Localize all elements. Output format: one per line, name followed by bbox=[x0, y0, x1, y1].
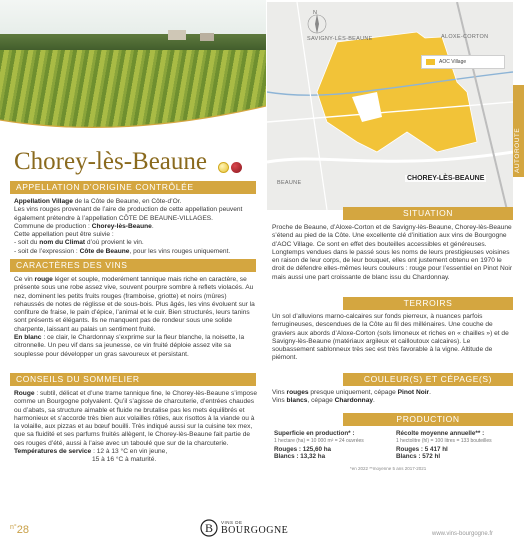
caracteres-heading: CARACTÈRES DES VINS bbox=[10, 259, 256, 272]
map-label-beaune: BEAUNE bbox=[277, 180, 302, 186]
production-area: Superficie en production* : 1 hectare (ha) = 10 000 m² = 24 ouvrées Rouges : 125,60 ha Blancs : 13,32 ha bbox=[274, 430, 364, 461]
terroirs-heading: TERROIRS bbox=[343, 297, 513, 310]
aoc-text: Appellation Village de la Côte de Beaune, en Côte-d’Or. Les vins rouges provenant de l’aire de production de cette appellation peuvent également prétendre à l’appellation CÔTE DE BEAUNE-VILLAGES. Commune de production : Chorey-lès-Beaune. Cette appellation peut être suivie : - soit du nom du Climat d’où provient le vin. - soit de l’expression : Côte de Beaune, pour les vins rouges uniquement. bbox=[14, 198, 243, 255]
side-tab bbox=[513, 85, 524, 177]
map-label-aloxe: ALOXE-CORTON bbox=[441, 34, 489, 40]
production-note: *en 2022 **moyenne 5 ans 2017-2021 bbox=[350, 466, 427, 471]
sommelier-heading: CONSEILS DU SOMMELIER bbox=[10, 373, 256, 386]
svg-text:B: B bbox=[204, 521, 214, 535]
website-link[interactable]: www.vins-bourgogne.fr bbox=[432, 531, 494, 537]
white-wine-icon bbox=[218, 162, 229, 173]
page-title: Chorey-lès-Beaune bbox=[14, 148, 207, 175]
couleurs-heading: COULEUR(S) ET CÉPAGE(S) bbox=[343, 373, 513, 386]
logo-small-text: VINS DE bbox=[221, 520, 243, 525]
side-tab-label: AUTOROUTE bbox=[514, 127, 521, 173]
situation-heading: SITUATION bbox=[343, 207, 513, 220]
production-heading: PRODUCTION bbox=[343, 413, 513, 426]
map-town-label: CHOREY-LÈS-BEAUNE bbox=[407, 175, 485, 182]
aoc-heading: APPELLATION D’ORIGINE CONTRÔLÉE bbox=[10, 181, 256, 194]
terroirs-text: Un sol d’alluvions marno-calcaires sur fonds pierreux, à nuances parfois ferrugineuses, descendues de la Côte au fil des millénaires. Une couche de graviers aux abords d’Aloxe-Corton (sols limoneux et riches en « chailles ») et de Savigny-lès-Beaune (matériaux argileux et cailloutoux calcaires). Le soubassement sablonneux très sec est très favorable à la vigne. Altitude de piémont. bbox=[272, 313, 509, 362]
appellation-map bbox=[267, 2, 513, 210]
caracteres-text: Ce vin rouge léger et souple, moderément tannique mais riche en caractère, se présente sous une robe assez vive, souvent pourpre sombre à reflets violacés. Au nez, dominent les petits fruits rouges (framboise, griotte) et noirs (mûres) rehaussés de notes de réglisse et de sous-bois. Plus âgés, les vins évoluent sur la confiture de fraise, le pain d’épice, l’animal et le cuir. Bien structurés, leurs tanins sont présents et élégants. Ils ne manquent pas de rondeur sous une solide charpente, laissant au palais un sentiment fruité. En blanc : ce clair, le Chardonnay s’exprime sur la fleur blanche, la noisette, la citronnelle. Un peu vif dans sa jeunesse, ce vin fruité déploie assez vite sa souplesse pour développer un gras savoureux et persistant. bbox=[14, 276, 255, 358]
legend-swatch bbox=[426, 59, 435, 65]
production-table bbox=[274, 430, 514, 494]
photo-curve-decor bbox=[0, 100, 266, 136]
production-harvest: Récolte moyenne annuelle** : 1 hectolitre (hl) = 100 litres = 133 bouteilles Rouges : 5 417 hl Blancs : 572 hl bbox=[396, 430, 492, 461]
bourgogne-logo-icon bbox=[200, 517, 218, 539]
legend-label: AOC Village bbox=[439, 59, 467, 65]
wine-color-icons bbox=[218, 160, 244, 178]
red-wine-icon bbox=[231, 162, 242, 173]
situation-text: Proche de Beaune, d’Aloxe-Corton et de Savigny-lès-Beaune, Chorey-lès-Beaune s’étend au pied de la Côte. Une excellente clé d’initiation aux vins de Bourgogne d’AOC Village. Ce sont en effet des bouteilles accessibles et généreuses. Longtemps vendues dans le passé sous les noms de leurs prestigieuses voisines en raison de leur corps, de leur bouquet, elles ont justement obtenu en 1970 le droit de défendre elles-mêmes leurs couleurs : rouge pour l’essentiel en Pinot Noir mais aussi une part croissante de blanc issu du Chardonnay. bbox=[272, 224, 513, 281]
page-number: $^{n^\circ}$28 bbox=[10, 524, 29, 536]
map-label-savigny: SAVIGNY-LÈS-BEAUNE bbox=[307, 36, 373, 42]
couleurs-text: Vins rouges presque uniquement, cépage Pinot Noir. Vins blancs, cépage Chardonnay. bbox=[272, 389, 431, 405]
vins-de-bourgogne-logo bbox=[200, 517, 288, 539]
logo-big-text: BOURGOGNE bbox=[221, 525, 289, 536]
map-legend bbox=[421, 55, 505, 69]
sommelier-text: Rouge : subtil, délicat et d’une trame tannique fine, le Chorey-lès-Beaune s’impose comme un Bourgogne polyvalent. Qu’il s’agisse de charcuterie, d’entrées chaudes ou d’abats, sa structure aimable et fluide ne brutalise pas les mets équilibrés et harmonieux et s’accorde très bien aux volailles rôties, aux risottos à la viande ou à la volaille, aux pizzas et au bœuf bouilli. Très indiqué aussi sur la cuisine tex mex, que sa fluidité et ses parfums fruités allègent, le Chorey-lès-Beaune fait partie de ces rouges d’été, aussi à l’aise avec un taboulé que sur de la charcuterie. Températures de service : 12 à 13 °C en vin jeune, 15 à 16 °C à maturité. bbox=[14, 390, 257, 464]
map-label-north: N bbox=[313, 10, 318, 16]
